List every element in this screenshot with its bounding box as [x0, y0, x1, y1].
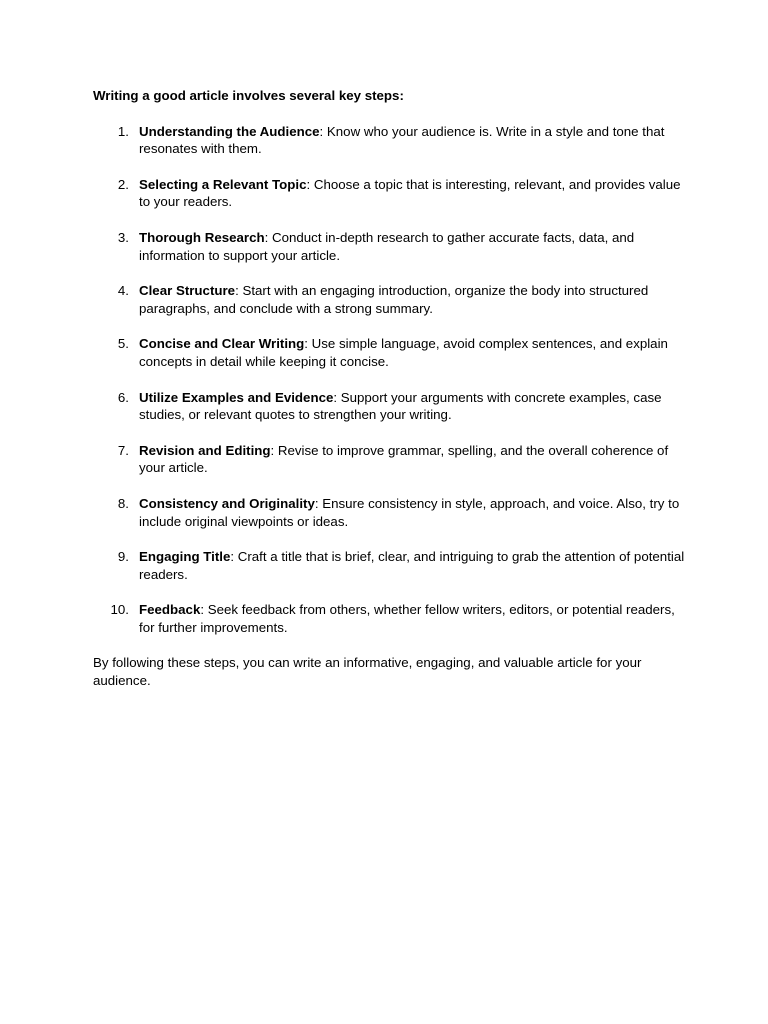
step-title: Feedback	[139, 602, 201, 618]
step-text: : Ensure consistency in style, approach, and voice. Also, try to include original viewpoints or ideas.	[139, 495, 680, 529]
list-item	[93, 442, 693, 477]
step-number: 8.	[117, 495, 129, 511]
step-text: : Revise to improve grammar, spelling, and the overall coherence of your article.	[139, 442, 669, 476]
step-title: Concise and Clear Writing	[139, 336, 305, 352]
list-item	[93, 229, 693, 264]
conclusion-paragraph: By following these steps, you can write an informative, engaging, and valuable article for your audience.	[93, 655, 642, 689]
list-item	[93, 389, 693, 424]
step-number: 1.	[117, 123, 129, 139]
step-title: Understanding the Audience	[139, 123, 320, 139]
step-title: Revision and Editing	[139, 442, 271, 458]
list-item	[93, 601, 693, 636]
step-number: 9.	[117, 549, 129, 565]
step-text: : Start with an engaging introduction, organize the body into structured paragraphs, and conclude with a strong summary.	[139, 283, 649, 316]
list-item	[93, 495, 693, 530]
intro-heading: Writing a good article involves several key steps:	[93, 88, 404, 103]
step-number: 7.	[117, 442, 129, 458]
steps-list	[93, 123, 693, 637]
list-item	[93, 282, 693, 317]
step-text: : Choose a topic that is interesting, relevant, and provides value to your readers.	[139, 176, 681, 210]
step-text: : Use simple language, avoid complex sentences, and explain concepts in detail while keeping it concise.	[139, 336, 668, 369]
step-number: 6.	[117, 389, 129, 405]
step-text: : Seek feedback from others, whether fellow writers, editors, or potential readers, for further improvements.	[139, 602, 675, 635]
list-item	[93, 335, 693, 370]
step-title: Utilize Examples and Evidence	[139, 389, 334, 405]
step-number: 4.	[117, 283, 129, 299]
step-title: Consistency and Originality	[139, 495, 315, 511]
step-number: 2.	[117, 176, 129, 192]
step-title: Engaging Title	[139, 549, 231, 565]
list-item	[93, 176, 693, 211]
step-title: Selecting a Relevant Topic	[139, 176, 307, 192]
step-title: Thorough Research	[139, 229, 265, 245]
step-number: 3.	[117, 229, 129, 245]
step-text: : Know who your audience is. Write in a style and tone that resonates with them.	[139, 123, 665, 157]
step-text: : Craft a title that is brief, clear, and intriguing to grab the attention of potential readers.	[139, 549, 685, 582]
list-item	[93, 548, 693, 583]
step-number: 10.	[110, 602, 129, 618]
step-text: : Conduct in-depth research to gather accurate facts, data, and information to support your article.	[139, 229, 635, 263]
step-text: : Support your arguments with concrete examples, case studies, or relevant quotes to strengthen your writing.	[139, 389, 662, 423]
document-page	[93, 87, 693, 690]
step-title: Clear Structure	[139, 283, 236, 299]
step-number: 5.	[117, 336, 129, 352]
list-item	[93, 123, 693, 158]
